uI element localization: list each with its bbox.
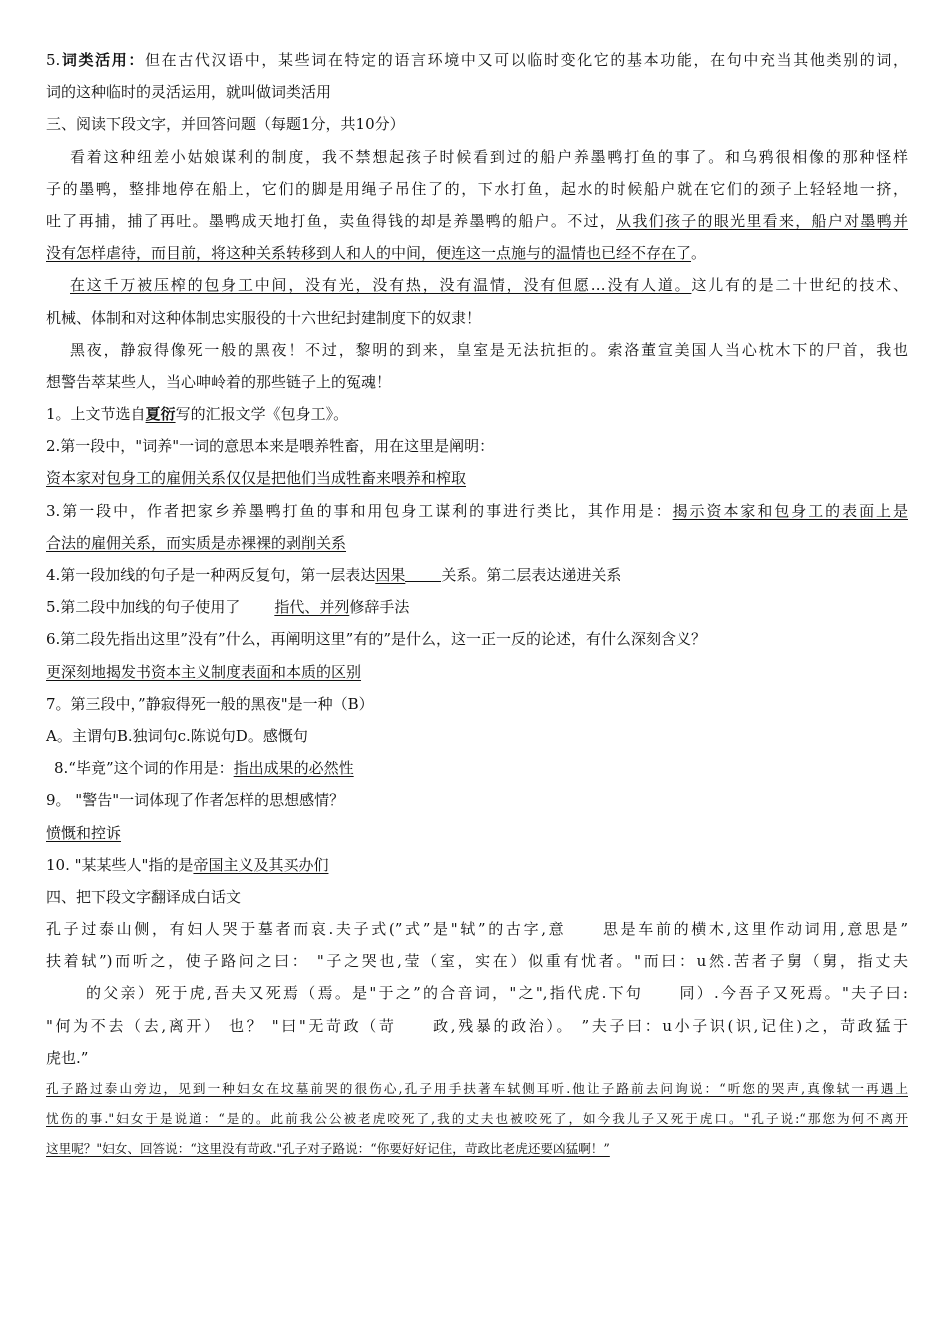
definition-line-1 xyxy=(46,44,908,76)
underlined-sentence: 在这千万被压榨的包身工中间，没有光，没有热，没有温情，没有但愿…没有人道。 xyxy=(70,276,692,295)
document-page xyxy=(46,44,908,1164)
question-text: 关系。第二层表达递进关系 xyxy=(441,566,622,584)
passage-para1-line4 xyxy=(46,237,908,269)
term-heading: 词类活用： xyxy=(60,51,146,69)
passage-text: 。 xyxy=(691,244,707,263)
underlined-sentence: 没有怎样虐待，而目前，将这种关系转移到人和人的中间，便连这一点施与的温情也已经不存在了 xyxy=(46,244,692,263)
item-number: 5. xyxy=(46,51,61,69)
answer-text: 揭示资本家和包身工的表面上是 xyxy=(672,501,908,520)
translation-line-1: 孔子路过泰山旁边，见到一种妇女在坟墓前哭的很伤心,孔子用手扶著车轼侧耳听.他让子路前去问询说：“听您的哭声,真像轼一再遇上 xyxy=(46,1081,908,1096)
question-text: 10. "某某些人"指的是 xyxy=(46,855,194,874)
question-2: 2.第一段中，"词养"一词的意思本来是喂养牲畜，用在这里是阐明： xyxy=(46,437,495,456)
classical-text: 思是车前的横木,这里作动词用,意思是” xyxy=(600,920,908,939)
question-7: 7。第三段中，”静寂得死一般的黑夜"是一种（B） xyxy=(46,694,374,713)
question-9: 9。 "警告"一词体现了作者怎样的思想感情？ xyxy=(46,791,345,810)
classical-text: 同）.今吾子又死焉。"夫子曰: xyxy=(677,984,908,1003)
question-6: 6.第二段先指出这里”没有”什么，再阐明这里”有的”是什么，这一正一反的论述，有什么深刻含义？ xyxy=(46,630,706,649)
question-8 xyxy=(46,752,908,784)
section-four-heading: 四、把下段文字翻译成白话文 xyxy=(46,887,242,906)
answer-2: 资本家对包身工的雇佣关系仅仅是把他们当成牲畜来喂养和榨取 xyxy=(46,469,467,488)
question-7-options: A。主谓句B.独词句c.陈说句D。感慨句 xyxy=(46,726,308,745)
question-10 xyxy=(46,849,908,881)
answer-text: 帝国主义及其买办们 xyxy=(193,855,329,874)
question-text: 修辞手法 xyxy=(349,598,410,617)
answer-text: 指出成果的必然性 xyxy=(233,759,354,778)
classical-text: 孔子过泰山侧，有妇人哭于墓者而哀.夫子式(”式”是"轼”的古字,意 xyxy=(46,920,567,939)
classical-text: 的父亲）死于虎,吾夫又死焉（焉。是"于之”的合音词，"之",指代虎.下句 xyxy=(86,984,644,1003)
question-4 xyxy=(46,559,908,591)
passage-text: 吐了再捕，捕了再吐。墨鸭成天地打鱼，卖鱼得钱的却是养墨鸭的船户。不过， xyxy=(46,211,617,230)
classical-line-2: 扶着轼”)而听之，使子路问之曰： "子之哭也,莹（室，实在）似重有忧者。"而曰：u然.苦者子舅（舅，指丈夫 xyxy=(46,952,908,971)
answer-text: 指代、并列 xyxy=(274,598,350,617)
question-1 xyxy=(46,398,908,430)
answer-6: 更深刻地揭发书资本主义制度表面和本质的区别 xyxy=(46,662,362,681)
answer-3-cont: 合法的雇佣关系，而实质是赤裸裸的剥削关系 xyxy=(46,533,347,552)
classical-text: 政,残暴的政治）。 ”夫子曰：u小子识(识,记住)之，苛政猛于 xyxy=(430,1016,908,1035)
question-text: 5.第二段中加线的句子使用了 xyxy=(46,598,241,617)
question-text: 写的汇报文学《包身工》。 xyxy=(175,405,349,424)
classical-line-5: 虎也.” xyxy=(46,1048,89,1067)
passage-para1-line1: 看着这种纽差小姑娘谋利的制度，我不禁想起孩子时候看到过的船户养墨鸭打鱼的事了。和乌鸦很相像的那种怪样 xyxy=(70,147,908,166)
translation-line-3: 这里呢？"妇女、回答说：“这里没有苛政."孔子对子路说：“你要好好记住，苛政比老虎还要凶猛啊！” xyxy=(46,1141,610,1156)
underlined-sentence: 从我们孩子的眼光里看来，船户对墨鸭并 xyxy=(616,211,908,230)
answer-9: 愤慨和控诉 xyxy=(46,823,122,842)
passage-text: 这儿有的是二十世纪的技术、 xyxy=(691,276,908,295)
answer-blank xyxy=(405,566,441,582)
passage-para1-line2: 子的墨鸭，整排地停在船上，它们的脚是用绳子吊住了的，下水打鱼，起水的时候船户就在它们的颈子上轻轻地一挤， xyxy=(46,179,908,198)
classical-line-1 xyxy=(46,913,908,945)
definition-text: 但在古代汉语中，某些词在特定的语言环境中又可以临时变化它的基本功能，在句中充当其他类别的词， xyxy=(145,51,908,69)
passage-para1-line3 xyxy=(46,205,908,237)
passage-para2-line1 xyxy=(46,269,908,301)
answer-text: 因果 xyxy=(375,566,406,584)
section-three-heading: 三、阅读下段文字，并回答问题（每题1分，共10分） xyxy=(46,115,405,134)
translation-line-2: 忧伤的事."妇女于是说道：“是的。此前我公公被老虎咬死了,我的丈夫也被咬死了，如今我儿子又死于虎口。"孔子说:“那您为何不离开 xyxy=(46,1111,908,1126)
question-3 xyxy=(46,495,908,527)
question-text: 1。上文节选自 xyxy=(46,405,146,424)
passage-para3-line1: 黑夜，静寂得像死一般的黑夜！不过，黎明的到来，皇室是无法抗拒的。索洛董宣美国人当心枕木下的尸首，我也 xyxy=(70,340,908,359)
passage-para3-line2: 想警告萃某些人，当心呻岭着的那些链子上的冤魂！ xyxy=(46,372,392,391)
classical-line-3 xyxy=(46,977,908,1009)
question-text: 4.第一段加线的句子是一种两反复句，第一层表达 xyxy=(46,566,376,584)
answer-text: 夏衍 xyxy=(145,405,176,424)
classical-line-4 xyxy=(46,1010,908,1042)
question-text: 3.第一段中，作者把家乡养墨鸭打鱼的事和用包身工谋利的事进行类比，其作用是： xyxy=(46,501,673,520)
definition-line-2: 词的这种临时的灵活运用，就叫做词类活用 xyxy=(46,83,332,102)
question-text: 8.“毕竟”这个词的作用是： xyxy=(54,759,234,778)
classical-text: "何为不去（去,离开） 也？ "曰"无苛政（苛 xyxy=(46,1016,397,1035)
question-5 xyxy=(46,591,908,623)
passage-para2-line2: 机械、体制和对这种体制忠实服役的十六世纪封建制度下的奴隶！ xyxy=(46,308,482,327)
